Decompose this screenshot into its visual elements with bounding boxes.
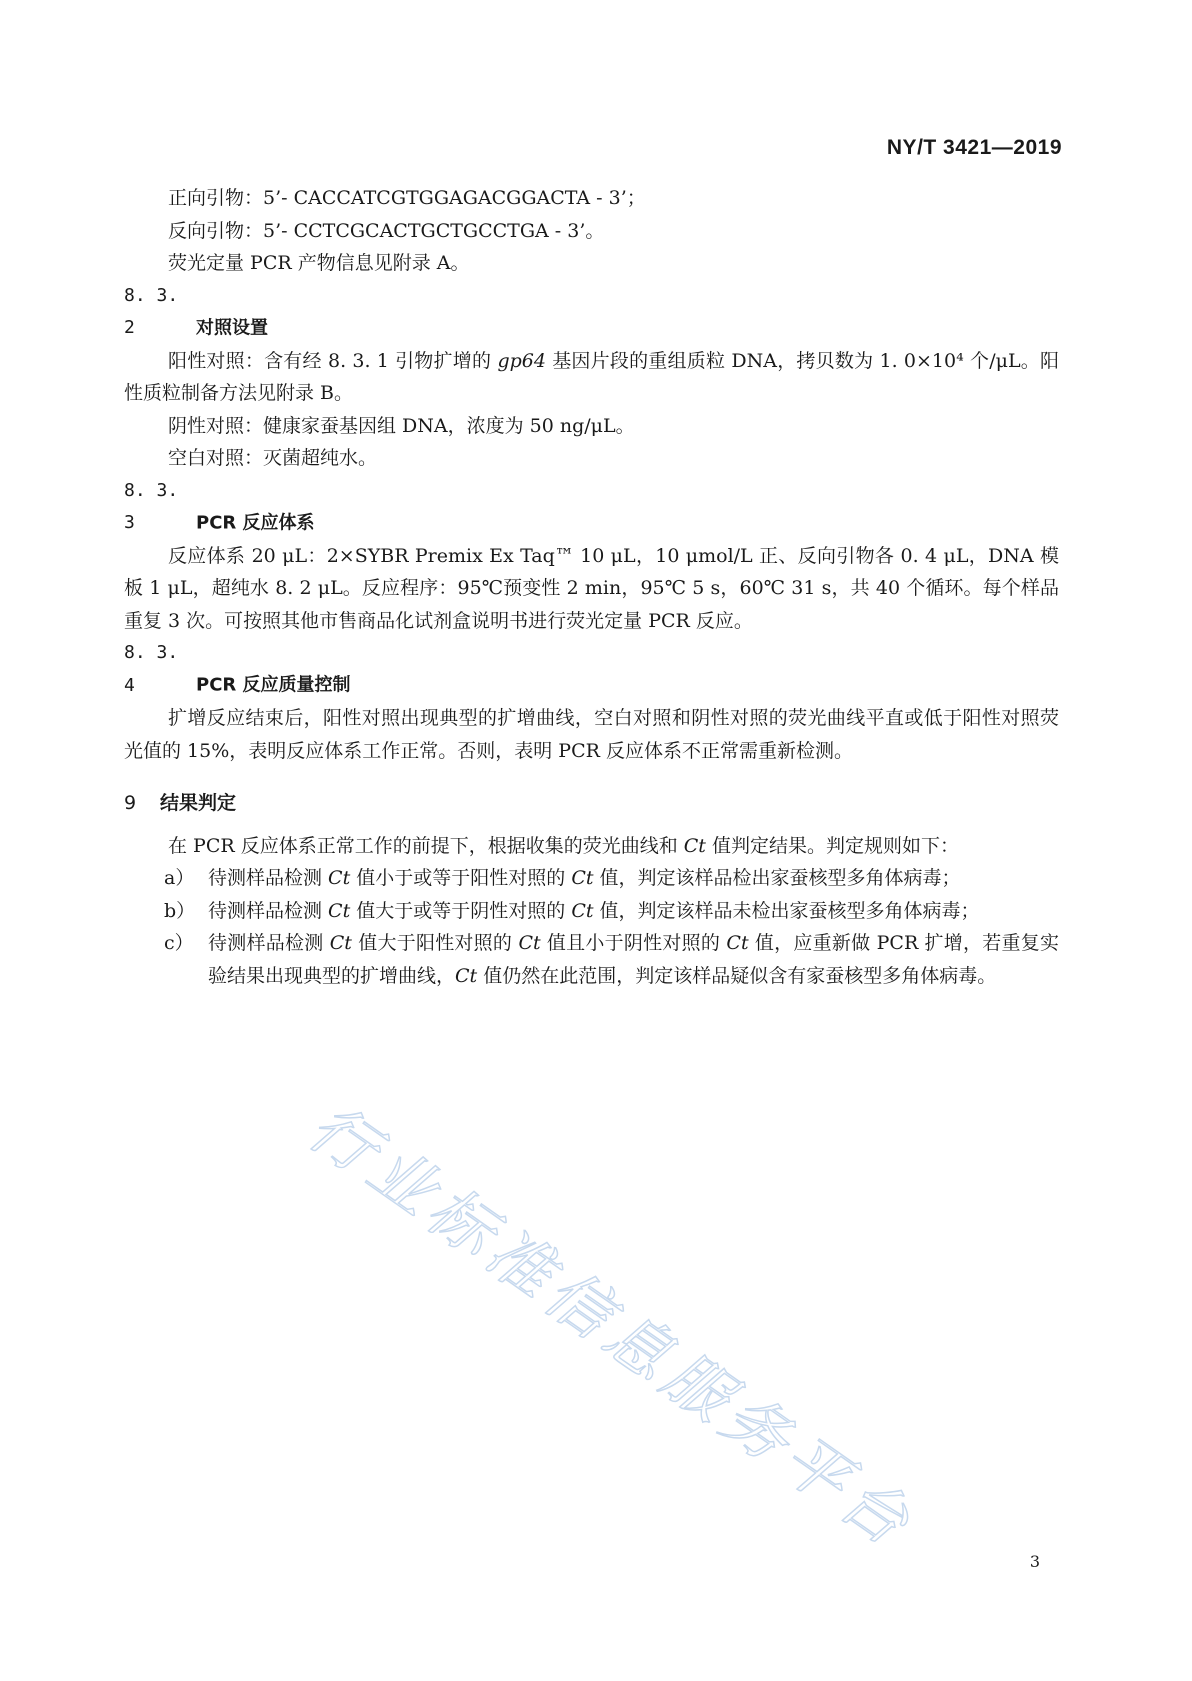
judgement-intro <box>124 830 1059 863</box>
list-text: 值大于阳性对照的 <box>351 932 519 954</box>
list-text: 待测样品检测 <box>208 932 330 954</box>
page-number: 3 <box>1029 1552 1040 1571</box>
section-8-3-2-heading <box>124 280 1059 345</box>
forward-primer: 正向引物：5’- CACCATCGTGGAGACGGACTA - 3’； <box>168 187 646 209</box>
ct-term: Ct <box>571 867 594 889</box>
section-8-3-3-heading <box>124 475 1059 540</box>
section-number: 9 <box>124 792 137 814</box>
section-9-heading <box>124 787 1059 820</box>
reaction-system-text: 反应体系 20 μL：2×SYBR Premix Ex Taq™ 10 μL，10 μmol/L 正、反向引物各 0. 4 μL，DNA 模板 1 μL，超纯水 8. 2 μL。反应程序：95℃预变性 2 min，95℃ 5 s，60℃ 31 s，共 40 个循环。每个样品重复 3 次。可按照其他市售商品化试剂盒说明书进行荧光定量 PCR 反应。 <box>124 544 1059 632</box>
list-text: 值，判定该样品未检出家蚕核型多角体病毒； <box>593 899 980 922</box>
list-text: 值，应重新做 PCR 扩增，若重复实验结果出现典型的扩增曲线， <box>208 932 1059 987</box>
list-text: 值且小于阴性对照的 <box>540 932 727 954</box>
section-number: 8. 3. 3 <box>124 479 179 533</box>
list-text: 值，判定该样品检出家蚕核型多角体病毒； <box>593 867 961 889</box>
intro-text-a: 在 PCR 反应体系正常工作的前提下，根据收集的荧光曲线和 <box>168 834 684 857</box>
list-marker: c） <box>164 932 194 954</box>
ct-term: Ct <box>518 932 541 954</box>
section-8-3-4-heading <box>124 637 1059 702</box>
product-info: 荧光定量 PCR 产物信息见附录 A。 <box>168 252 470 274</box>
quality-control-text: 扩增反应结束后，阳性对照出现典型的扩增曲线，空白对照和阴性对照的荧光曲线平直或低于阳性对照荧光值的 15%，表明反应体系工作正常。否则，表明 PCR 反应体系不正常需重新检测。 <box>124 707 1059 762</box>
section-title: 结果判定 <box>160 792 237 814</box>
positive-control <box>124 345 1059 410</box>
section-number: 8. 3. 4 <box>124 642 179 696</box>
ct-term: Ct <box>328 867 351 889</box>
reverse-primer: 反向引物：5’- CCTCGCACTGCTGCCTGA - 3’。 <box>168 219 605 242</box>
list-marker: b） <box>164 899 196 922</box>
list-text: 待测样品检测 <box>208 867 329 889</box>
blank-control: 空白对照：灭菌超纯水。 <box>168 447 378 469</box>
negative-control: 阴性对照：健康家蚕基因组 DNA，浓度为 50 ng/μL。 <box>168 414 635 437</box>
section-title: PCR 反应质量控制 <box>196 674 351 696</box>
list-text: 值大于或等于阴性对照的 <box>350 899 572 922</box>
list-text: 值仍然在此范围，判定该样品疑似含有家蚕核型多角体病毒。 <box>477 964 997 987</box>
section-title: PCR 反应体系 <box>196 512 315 533</box>
list-item-a <box>124 862 1059 895</box>
intro-text-b: 值判定结果。判定规则如下： <box>705 834 959 857</box>
list-text: 待测样品检测 <box>208 899 329 922</box>
list-text: 值小于或等于阳性对照的 <box>350 867 572 889</box>
watermark: 行业标准信息服务平台 <box>295 1090 928 1565</box>
list-item-b <box>124 895 1059 928</box>
ct-term: Ct <box>571 899 594 922</box>
list-item-c <box>124 927 1059 992</box>
document-body <box>124 182 1059 992</box>
list-marker: a） <box>164 867 195 889</box>
gene-name: gp64 <box>497 349 546 372</box>
ct-term: Ct <box>726 932 749 954</box>
section-number: 8. 3. 2 <box>124 284 179 338</box>
ct-term: Ct <box>328 899 351 922</box>
ct-term: Ct <box>683 834 706 857</box>
document-code: NY/T 3421—2019 <box>886 136 1062 159</box>
ct-term: Ct <box>455 964 478 987</box>
section-title: 对照设置 <box>196 317 268 338</box>
positive-control-text-b: 基因片段的重组质粒 DNA，拷贝数为 1. 0×10⁴ 个/μL。阳性质粒制备方法见附录 B。 <box>124 349 1059 404</box>
positive-control-text-a: 阳性对照：含有经 8. 3. 1 引物扩增的 <box>168 349 498 372</box>
ct-term: Ct <box>329 932 352 954</box>
